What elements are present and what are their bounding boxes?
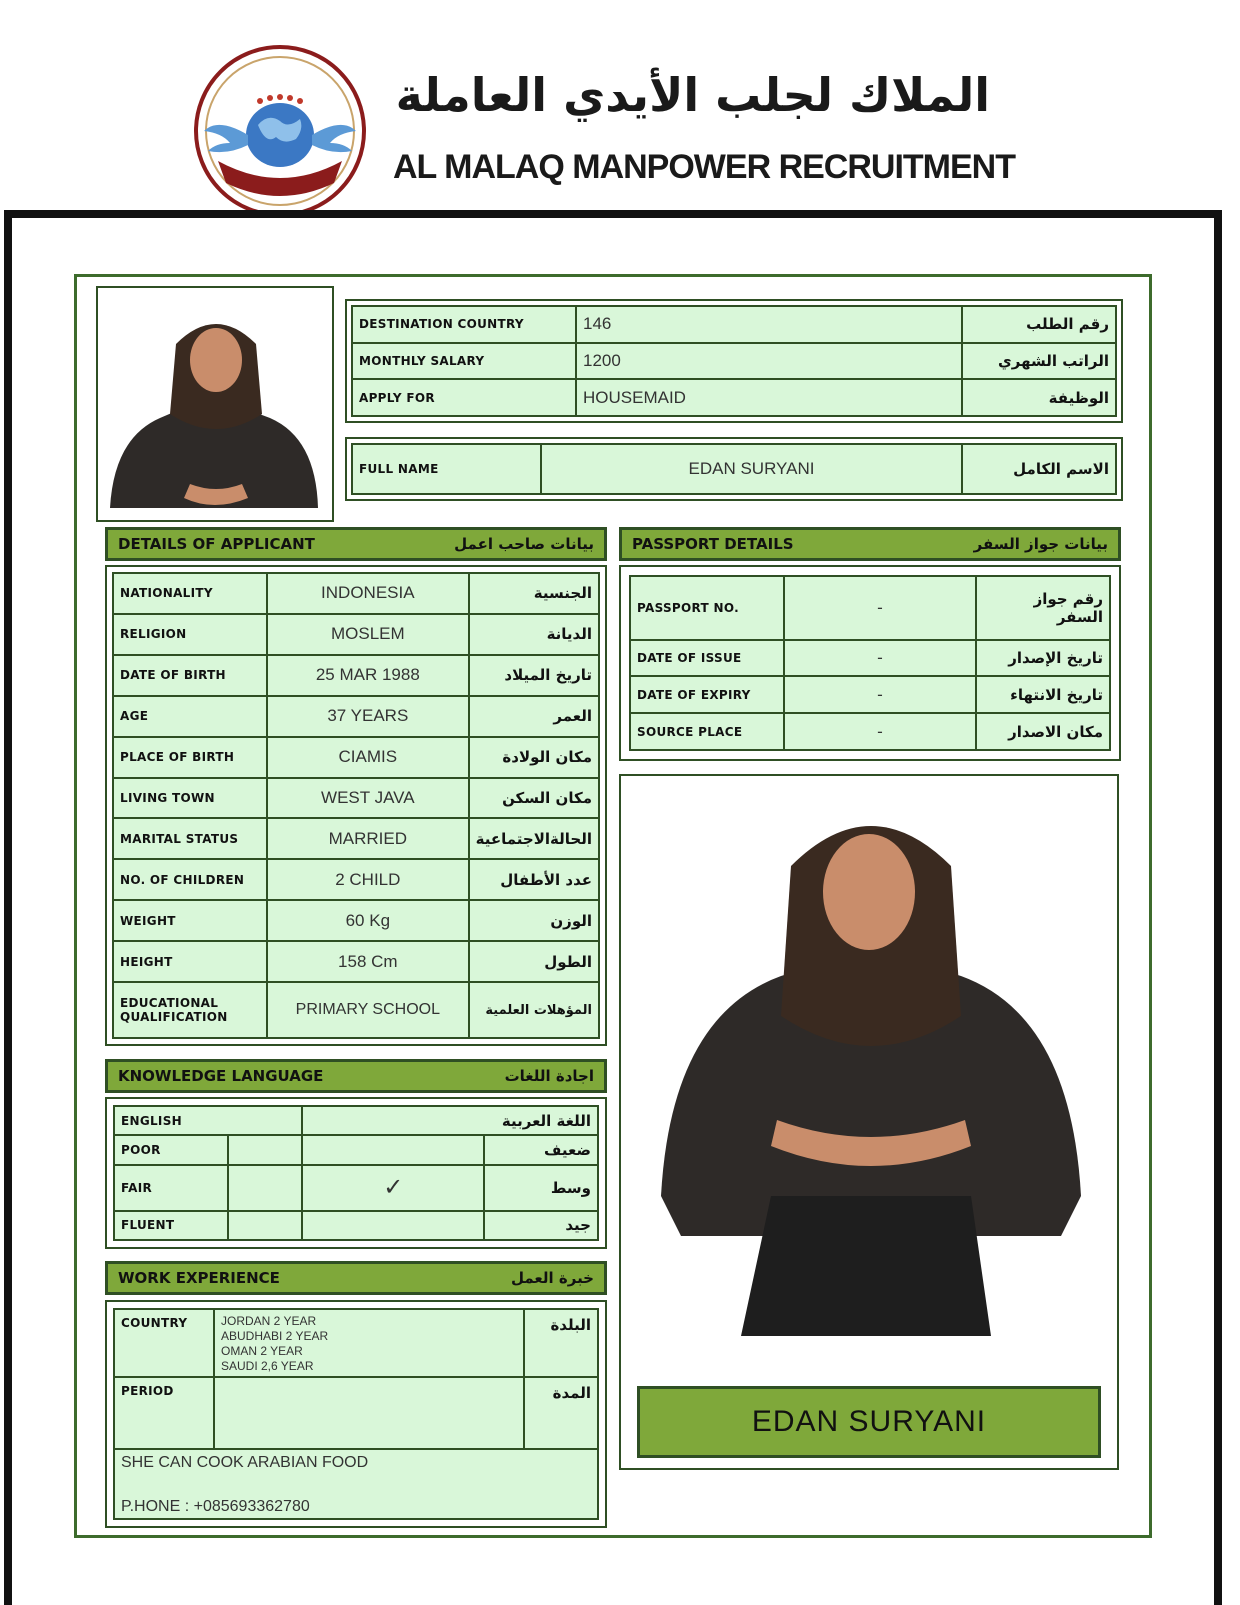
living-town-label: LIVING TOWN	[113, 778, 267, 819]
fair-arabic-checkmark: ✓	[302, 1165, 484, 1211]
table-row	[114, 1211, 598, 1240]
poor-english-cell	[228, 1135, 302, 1164]
nationality-label-ar: الجنسية	[469, 573, 599, 614]
language-section-header	[105, 1059, 607, 1093]
table-row	[630, 576, 1110, 640]
passport-no-label: PASSPORT NO.	[630, 576, 784, 640]
education-value: PRIMARY SCHOOL	[267, 982, 469, 1038]
applicant-section-header	[105, 527, 607, 561]
monthly-salary-label-ar: الراتب الشهري	[962, 343, 1116, 380]
fluent-english-cell	[228, 1211, 302, 1240]
poor-arabic-cell	[302, 1135, 484, 1164]
table-row	[114, 1449, 598, 1519]
work-box	[105, 1300, 607, 1528]
notes-cell	[114, 1449, 598, 1519]
apply-for-value: HOUSEMAID	[576, 379, 962, 416]
language-table	[113, 1105, 599, 1241]
passport-box	[619, 565, 1121, 761]
full-name-label-ar: الاسم الكامل	[962, 444, 1116, 494]
table-row	[113, 655, 599, 696]
job-info-table	[351, 305, 1117, 417]
passport-table	[629, 575, 1111, 751]
date-of-issue-label-ar: تاريخ الإصدار	[976, 640, 1110, 677]
work-title-ar: خبرة العمل	[510, 1269, 594, 1287]
nationality-label: NATIONALITY	[113, 573, 267, 614]
photo-caption: EDAN SURYANI	[637, 1386, 1101, 1458]
table-row	[113, 941, 599, 982]
table-row	[113, 737, 599, 778]
table-row	[113, 778, 599, 819]
company-title-english: AL MALAQ MANPOWER RECRUITMENT	[393, 148, 1015, 186]
date-of-expiry-label-ar: تاريخ الانتهاء	[976, 676, 1110, 713]
table-row	[352, 343, 1116, 380]
country-item: JORDAN 2 YEAR	[221, 1314, 317, 1328]
marital-status-label: MARITAL STATUS	[113, 818, 267, 859]
source-place-label: SOURCE PLACE	[630, 713, 784, 750]
applicant-details-table	[112, 572, 600, 1039]
table-row	[113, 818, 599, 859]
full-name-box	[345, 437, 1123, 501]
language-title: KNOWLEDGE LANGUAGE	[118, 1067, 324, 1085]
height-label-ar: الطول	[469, 941, 599, 982]
work-title: WORK EXPERIENCE	[118, 1269, 280, 1287]
fluent-arabic-cell	[302, 1211, 484, 1240]
passport-no-label-ar: رقم جواز السفر	[976, 576, 1110, 640]
passport-title-ar: بيانات جواز السفر	[973, 535, 1108, 553]
education-label-ar: المؤهلات العلمية	[469, 982, 599, 1038]
fluent-label-ar: جيد	[484, 1211, 598, 1240]
full-name-label: FULL NAME	[352, 444, 541, 494]
phone-text: P.HONE : +085693362780	[121, 1498, 310, 1515]
place-of-birth-value: CIAMIS	[267, 737, 469, 778]
living-town-value: WEST JAVA	[267, 778, 469, 819]
height-label: HEIGHT	[113, 941, 267, 982]
table-row	[113, 859, 599, 900]
fluent-label: FLUENT	[114, 1211, 228, 1240]
table-row	[114, 1165, 598, 1211]
weight-value: 60 Kg	[267, 900, 469, 941]
destination-country-value: 146	[576, 306, 962, 343]
table-row	[113, 696, 599, 737]
fair-english-cell	[228, 1165, 302, 1211]
table-row	[114, 1377, 598, 1449]
children-value: 2 CHILD	[267, 859, 469, 900]
fair-label-ar: وسط	[484, 1165, 598, 1211]
religion-value: MOSLEM	[267, 614, 469, 655]
table-row	[113, 573, 599, 614]
poor-label: POOR	[114, 1135, 228, 1164]
table-row	[630, 713, 1110, 750]
religion-label-ar: الديانة	[469, 614, 599, 655]
table-row	[114, 1309, 598, 1377]
source-place-label-ar: مكان الاصدار	[976, 713, 1110, 750]
country-item: OMAN 2 YEAR	[221, 1344, 303, 1358]
work-table	[113, 1308, 599, 1520]
arabic-column-label: اللغة العربية	[302, 1106, 598, 1135]
marital-status-value: MARRIED	[267, 818, 469, 859]
table-row	[630, 640, 1110, 677]
applicant-details-box	[105, 565, 607, 1046]
period-label-ar: المدة	[524, 1377, 598, 1449]
fair-label: FAIR	[114, 1165, 228, 1211]
children-label: NO. OF CHILDREN	[113, 859, 267, 900]
place-of-birth-label: PLACE OF BIRTH	[113, 737, 267, 778]
destination-country-label: DESTINATION COUNTRY	[352, 306, 576, 343]
language-title-ar: اجادة اللغات	[504, 1067, 594, 1085]
living-town-label-ar: مكان السكن	[469, 778, 599, 819]
applicant-title: DETAILS OF APPLICANT	[118, 535, 315, 553]
nationality-value: INDONESIA	[267, 573, 469, 614]
religion-label: RELIGION	[113, 614, 267, 655]
country-list	[214, 1309, 524, 1377]
table-row	[113, 900, 599, 941]
date-of-issue-label: DATE OF ISSUE	[630, 640, 784, 677]
table-row	[630, 676, 1110, 713]
children-label-ar: عدد الأطفال	[469, 859, 599, 900]
country-label: COUNTRY	[114, 1309, 214, 1377]
weight-label: WEIGHT	[113, 900, 267, 941]
country-label-ar: البلدة	[524, 1309, 598, 1377]
table-row	[352, 306, 1116, 343]
age-label: AGE	[113, 696, 267, 737]
education-label: EDUCATIONAL QUALIFICATION	[113, 982, 267, 1038]
passport-no-value: -	[784, 576, 976, 640]
table-row	[114, 1106, 598, 1135]
note-text: SHE CAN COOK ARABIAN FOOD	[121, 1454, 369, 1471]
full-name-value: EDAN SURYANI	[541, 444, 962, 494]
language-box	[105, 1097, 607, 1249]
country-item: SAUDI 2,6 YEAR	[221, 1359, 314, 1373]
monthly-salary-label: MONTHLY SALARY	[352, 343, 576, 380]
table-row	[352, 379, 1116, 416]
place-of-birth-label-ar: مكان الولادة	[469, 737, 599, 778]
date-of-expiry-value: -	[784, 676, 976, 713]
period-value	[214, 1377, 524, 1449]
monthly-salary-value: 1200	[576, 343, 962, 380]
table-row	[113, 982, 599, 1038]
table-row	[113, 614, 599, 655]
height-value: 158 Cm	[267, 941, 469, 982]
date-of-expiry-label: DATE OF EXPIRY	[630, 676, 784, 713]
job-info-box	[345, 299, 1123, 423]
date-of-issue-value: -	[784, 640, 976, 677]
weight-label-ar: الوزن	[469, 900, 599, 941]
date-of-birth-label-ar: تاريخ الميلاد	[469, 655, 599, 696]
english-column-label: ENGLISH	[114, 1106, 302, 1135]
period-label: PERIOD	[114, 1377, 214, 1449]
applicant-photo-small	[96, 286, 334, 522]
apply-for-label-ar: الوظيفة	[962, 379, 1116, 416]
passport-title: PASSPORT DETAILS	[632, 535, 794, 553]
applicant-title-ar: بيانات صاحب اعمل	[454, 535, 594, 553]
apply-for-label: APPLY FOR	[352, 379, 576, 416]
passport-section-header	[619, 527, 1121, 561]
age-label-ar: العمر	[469, 696, 599, 737]
country-item: ABUDHABI 2 YEAR	[221, 1329, 329, 1343]
poor-label-ar: ضعيف	[484, 1135, 598, 1164]
applicant-photo-large	[619, 774, 1119, 1470]
work-section-header	[105, 1261, 607, 1295]
table-row	[352, 444, 1116, 494]
date-of-birth-label: DATE OF BIRTH	[113, 655, 267, 696]
table-row	[114, 1135, 598, 1164]
age-value: 37 YEARS	[267, 696, 469, 737]
company-title-arabic: الملاك لجلب الأيدي العاملة	[395, 68, 990, 122]
company-logo	[188, 45, 372, 217]
marital-status-label-ar: الحالةالاجتماعية	[469, 818, 599, 859]
date-of-birth-value: 25 MAR 1988	[267, 655, 469, 696]
destination-country-label-ar: رقم الطلب	[962, 306, 1116, 343]
source-place-value: -	[784, 713, 976, 750]
